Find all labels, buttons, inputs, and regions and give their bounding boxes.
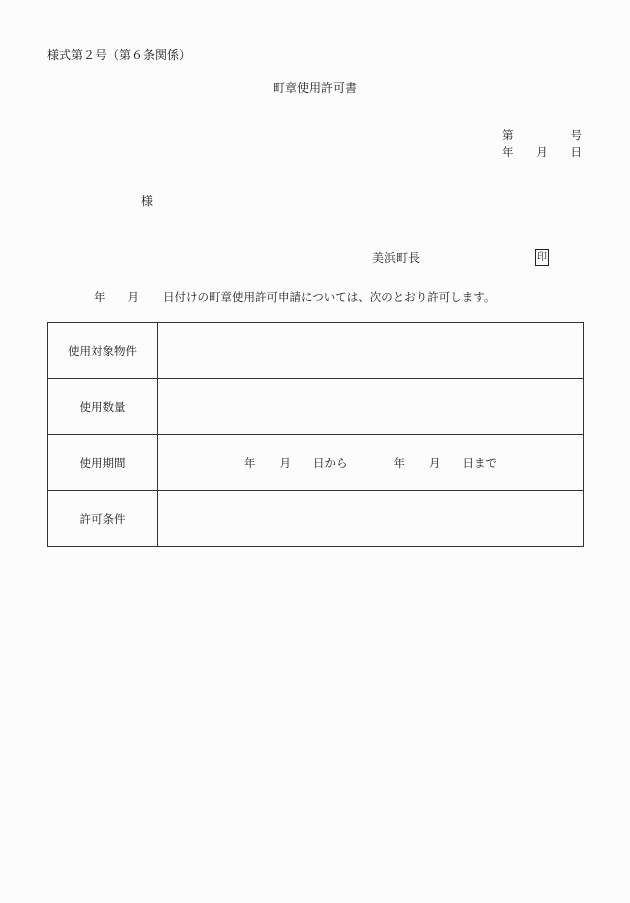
statement-text: 日付けの町章使用許可申請については、次のとおり許可します。: [163, 290, 496, 304]
row-value-period: [158, 435, 584, 491]
statement-month-label: 月: [127, 290, 139, 304]
row-label-conditions: 許可条件: [48, 491, 158, 547]
statement-year-label: 年: [94, 290, 106, 304]
row-value-quantity: [158, 379, 584, 435]
period-to-month: 月: [429, 455, 441, 470]
issue-date-line: [502, 147, 582, 159]
period-from-year: 年: [244, 455, 256, 470]
seal-mark: 印: [535, 249, 549, 266]
row-label-target: 使用対象物件: [48, 323, 158, 379]
issue-month-label: 月: [536, 145, 548, 159]
table-row: [48, 435, 584, 491]
number-suffix: 号: [570, 128, 582, 142]
row-label-period: 使用期間: [48, 435, 158, 491]
period-from-month: 月: [279, 455, 291, 470]
document-title: 町章使用許可書: [272, 81, 357, 95]
table-row: [48, 491, 584, 547]
issue-day-label: 日: [570, 145, 582, 159]
period-to-day: 日まで: [462, 455, 497, 470]
addressee-honorific: 様: [141, 194, 154, 208]
table-row: [48, 323, 584, 379]
row-value-conditions: [158, 491, 584, 547]
number-prefix: 第: [502, 128, 514, 142]
period-from-day: 日から: [313, 455, 348, 470]
table-row: [48, 379, 584, 435]
issue-year-label: 年: [502, 145, 514, 159]
row-value-target: [158, 323, 584, 379]
document-number-line: [502, 130, 582, 142]
row-label-quantity: 使用数量: [48, 379, 158, 435]
form-number-label: 様式第２号（第６条関係）: [47, 48, 192, 62]
permission-statement: [94, 292, 495, 304]
period-to-year: 年: [393, 455, 405, 470]
issuer-name: 美浜町長: [372, 251, 421, 265]
permission-details-table: [47, 322, 584, 547]
